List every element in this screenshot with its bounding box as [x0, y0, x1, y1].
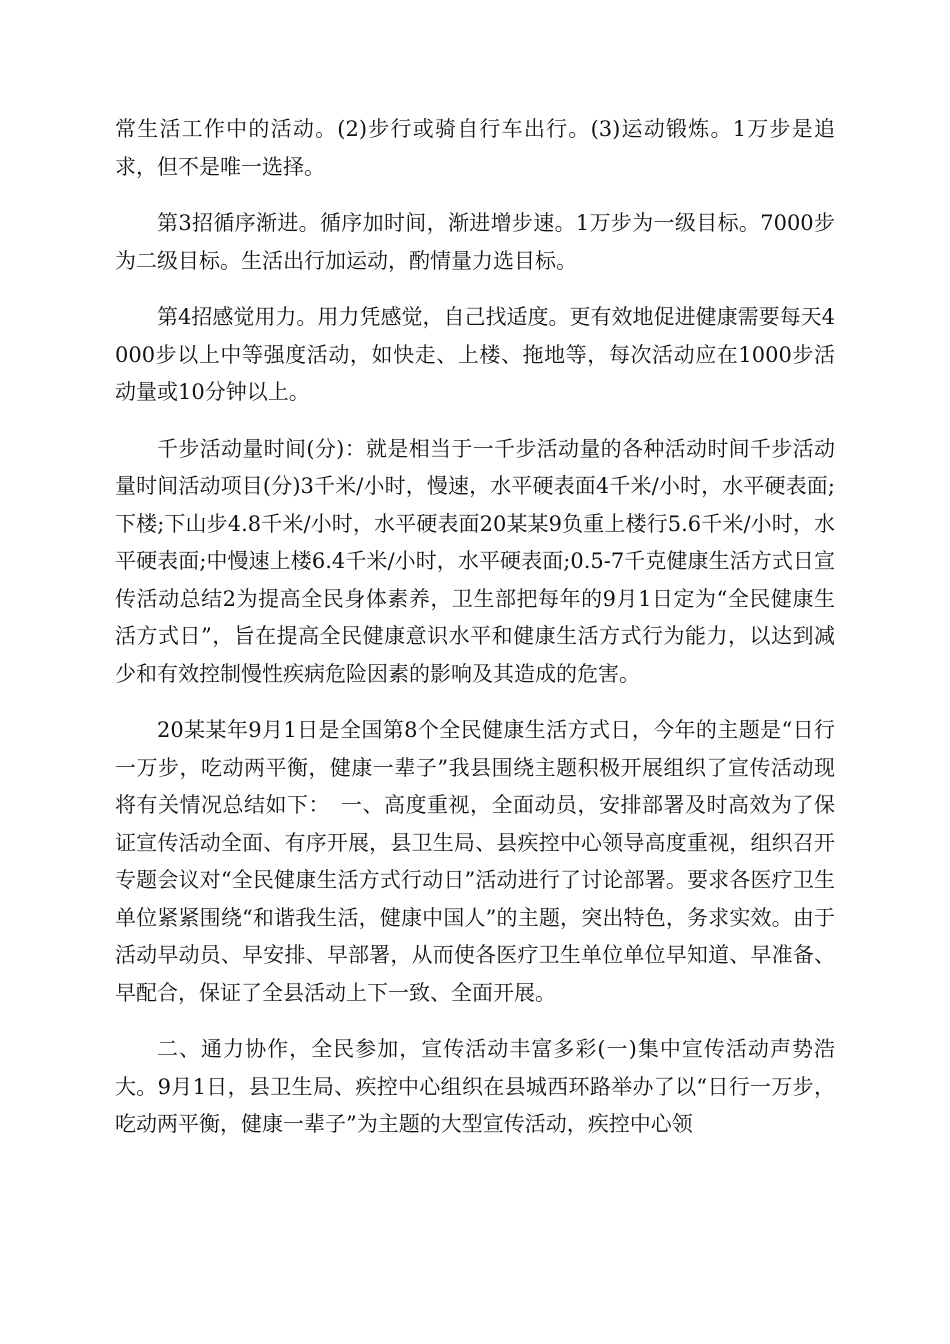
paragraph-continuation: 常生活工作中的活动。(2)步行或骑自行车出行。(3)运动锻炼。1万步是追求，但不是唯一选择。: [115, 117, 835, 179]
document-body: [115, 111, 835, 1163]
paragraph-summary-intro: 20某某年9月1日是全国第8个全民健康生活方式日，今年的主题是“日行一万步，吃动两平衡，健康一辈子”我县围绕主题积极开展组织了宣传活动现将有关情况总结如下： 一、高度重视，全面动员，安排部署及时高效为了保证宣传活动全面、有序开展，县卫生局、县疾控中心领导高度重视，组织召开专题会议对“全民健康生活方式行动日”活动进行了讨论部署。要求各医疗卫生单位紧紧围绕“和谐我生活，健康中国人”的主题，突出特色，务求实效。由于活动早动员、早安排、早部署，从而使各医疗卫生单位单位早知道、早准备、早配合，保证了全县活动上下一致、全面开展。: [115, 718, 835, 1005]
paragraph-step-3: 第3招循序渐进。循序加时间，渐进增步速。1万步为一级目标。7000步为二级目标。生活出行加运动，酌情量力选目标。: [115, 211, 835, 273]
paragraph-section-two: 二、通力协作，全民参加，宣传活动丰富多彩(一)集中宣传活动声势浩大。9月1日，县卫生局、疾控中心组织在县城西环路举办了以“日行一万步，吃动两平衡，健康一辈子”为主题的大型宣传活动，疾控中心领: [115, 1037, 835, 1136]
paragraph-step-4: 第4招感觉用力。用力凭感觉，自己找适度。更有效地促进健康需要每天4000步以上中等强度活动，如快走、上楼、拖地等，每次活动应在1000步活动量或10分钟以上。: [115, 305, 835, 404]
paragraph-thousand-steps: 千步活动量时间(分)：就是相当于一千步活动量的各种活动时间千步活动量时间活动项目(分)3千米/小时，慢速，水平硬表面4千米/小时，水平硬表面;下楼;下山步4.8千米/小时，水平硬表面20某某9负重上楼行5.6千米/小时，水平硬表面;中慢速上楼6.4千米/小时，水平硬表面;0.5-7千克健康生活方式日宣传活动总结2为提高全民身体素养，卫生部把每年的9月1日定为“全民健康生活方式日”，旨在提高全民健康意识水平和健康生活方式行为能力，以达到减少和有效控制慢性疾病危险因素的影响及其造成的危害。: [115, 436, 835, 686]
